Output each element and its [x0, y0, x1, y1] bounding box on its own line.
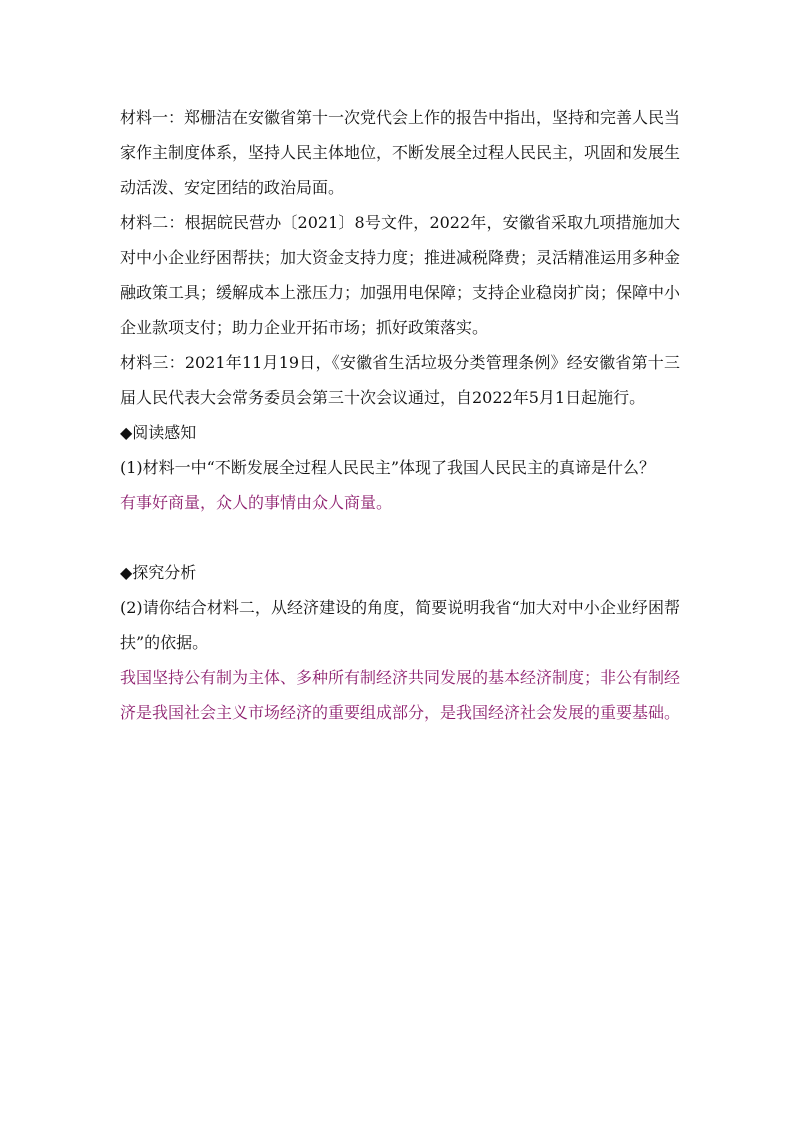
answer-1: 有事好商量，众人的事情由众人商量。	[120, 493, 393, 512]
answer-2: 我国坚持公有制为主体、多种所有制经济共同发展的基本经济制度；非公有制经济是我国社会主义市场经济的重要组成部分，是我国经济社会发展的重要基础。	[120, 668, 681, 722]
material-1-paragraph: 材料一：郑栅洁在安徽省第十一次党代会上作的报告中指出，坚持和完善人民当家作主制度体系，坚持人民主体地位，不断发展全过程人民民主，巩固和发展生动活泼、安定团结的政治局面。	[120, 108, 681, 197]
section-heading-reading: ◆阅读感知	[120, 423, 197, 442]
document-page	[120, 100, 680, 730]
question-2: (2)请你结合材料二，从经济建设的角度，简要说明我省“加大对中小企业纾困帮扶”的依据。	[120, 598, 680, 652]
blank-line	[120, 520, 680, 555]
section-heading-analysis: ◆探究分析	[120, 563, 197, 582]
material-2-paragraph: 材料二：根据皖民营办〔2021〕8号文件，2022年，安徽省采取九项措施加大对中小企业纾困帮扶；加大资金支持力度；推进减税降费；灵活精准运用多种金融政策工具；缓解成本上涨压力；加强用电保障；支持企业稳岗扩岗；保障中小企业款项支付；助力企业开拓市场；抓好政策落实。	[120, 213, 681, 337]
question-1: (1)材料一中“不断发展全过程人民民主”体现了我国人民民主的真谛是什么？	[120, 458, 656, 477]
material-3-paragraph: 材料三：2021年11月19日，《安徽省生活垃圾分类管理条例》经安徽省第十三届人民代表大会常务委员会第三十次会议通过，自2022年5月1日起施行。	[120, 353, 680, 407]
